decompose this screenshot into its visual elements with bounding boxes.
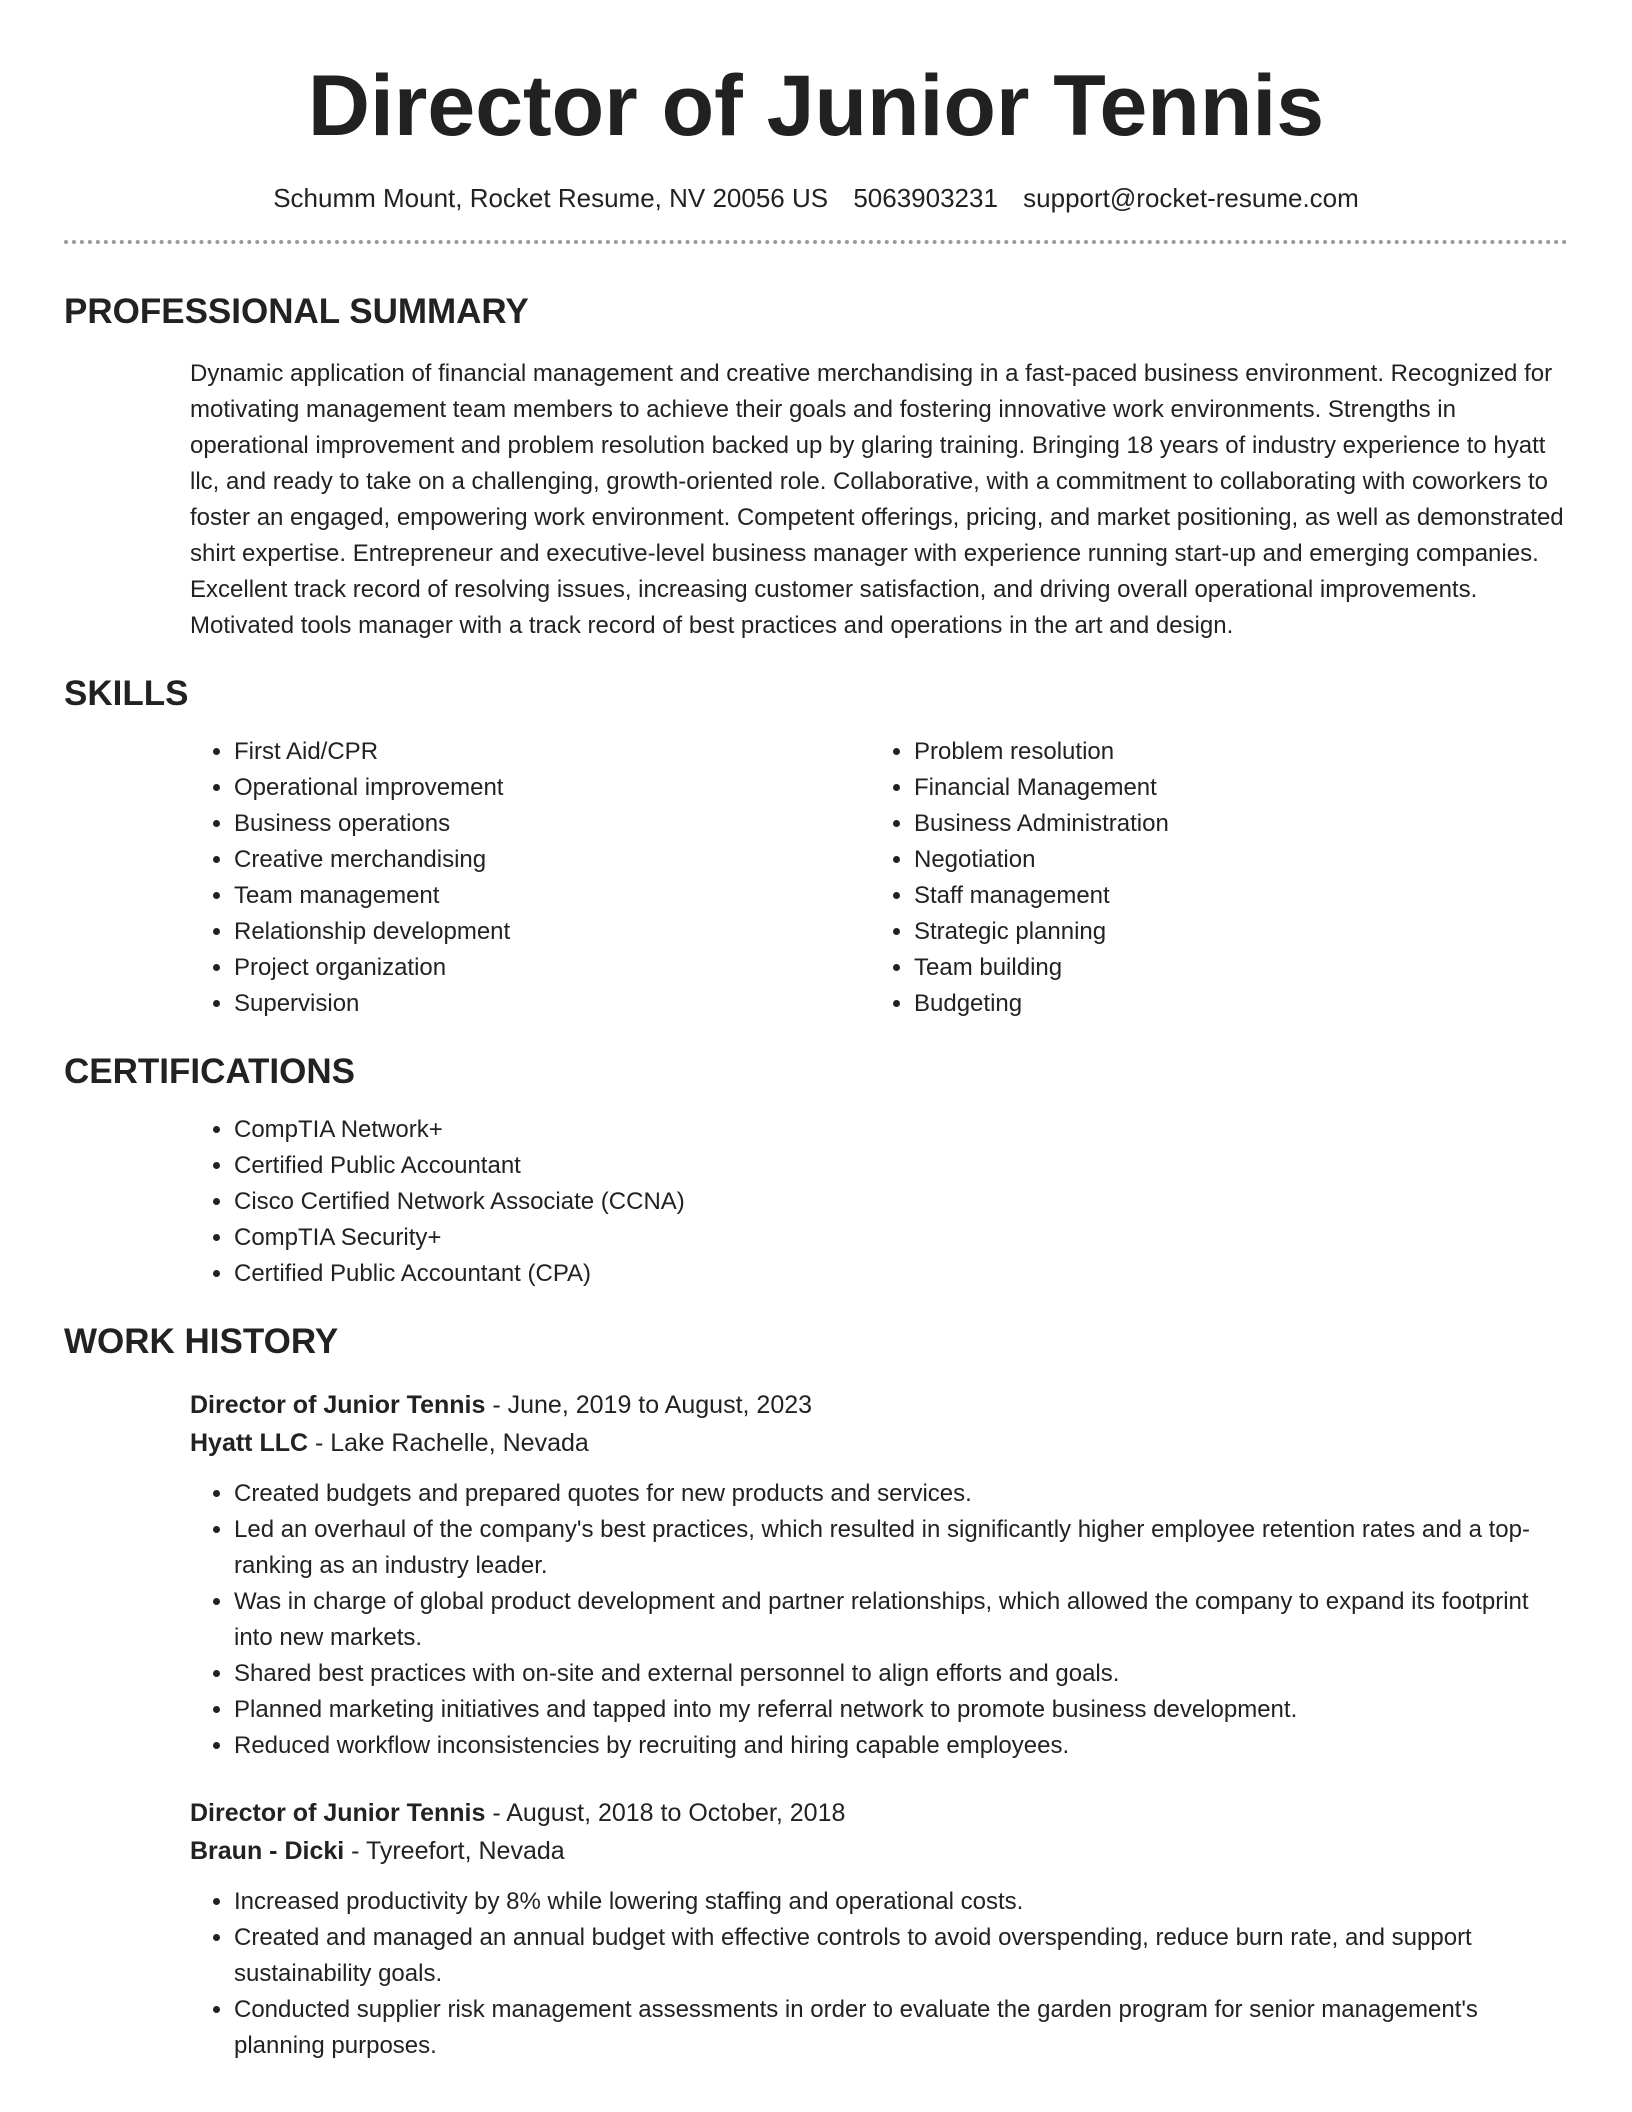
job-entry [190, 1386, 1568, 1764]
job-title-line [190, 1386, 1568, 1424]
certification-item: • Certified Public Accountant (CPA) [234, 1256, 1568, 1292]
skill-item: • Budgeting [914, 986, 1550, 1022]
certification-item: • Cisco Certified Network Associate (CCNA) [234, 1184, 1568, 1220]
contact-address: Schumm Mount, Rocket Resume, NV 20056 US [273, 183, 829, 213]
skill-item: • Team building [914, 950, 1550, 986]
skill-item: • Project organization [234, 950, 870, 986]
skill-item: • Business Administration [914, 806, 1550, 842]
skill-item: • Staff management [914, 878, 1550, 914]
candidate-name: Director of Junior Tennis [307, 58, 1325, 154]
job-dates: - June, 2019 to August, 2023 [485, 1391, 813, 1419]
job-dates: - August, 2018 to October, 2018 [485, 1799, 846, 1827]
job-duty: • Shared best practices with on-site and external personnel to align efforts and goals. [234, 1656, 1568, 1692]
skill-item: • Negotiation [914, 842, 1550, 878]
job-location: - Tyreefort, Nevada [344, 1837, 565, 1865]
certification-item: • CompTIA Security+ [234, 1220, 1568, 1256]
summary-heading: PROFESSIONAL SUMMARY [64, 292, 529, 331]
skills-columns [190, 734, 1568, 1022]
skills-heading: SKILLS [64, 674, 189, 713]
skill-item: • Problem resolution [914, 734, 1550, 770]
job-duty: • Created and managed an annual budget with effective controls to avoid overspending, reduce burn rate, and support sustainability goals. [234, 1920, 1568, 1992]
skill-item: • First Aid/CPR [234, 734, 870, 770]
job-duty: • Increased productivity by 8% while lowering staffing and operational costs. [234, 1884, 1568, 1920]
resume-page [64, 0, 1568, 2064]
job-duty: • Planned marketing initiatives and tapped into my referral network to promote business development. [234, 1692, 1568, 1728]
job-role: Director of Junior Tennis [190, 1391, 486, 1419]
header-divider [64, 240, 1568, 244]
job-duty: • Created budgets and prepared quotes for new products and services. [234, 1476, 1568, 1512]
job-role: Director of Junior Tennis [190, 1799, 486, 1827]
job-duty: • Was in charge of global product development and partner relationships, which allowed the company to expand its footprint into new markets. [234, 1584, 1568, 1656]
job-company: Braun - Dicki [190, 1837, 345, 1865]
work-history-heading: WORK HISTORY [64, 1322, 339, 1361]
skill-item: • Relationship development [234, 914, 870, 950]
job-title-line [190, 1794, 1568, 1832]
skills-list-right [870, 734, 1550, 1022]
job-duty: • Reduced workflow inconsistencies by recruiting and hiring capable employees. [234, 1728, 1568, 1764]
job-company-line [190, 1424, 1568, 1462]
contact-phone: 5063903231 [853, 183, 998, 213]
contact-email: support@rocket-resume.com [1023, 183, 1359, 213]
skill-item: • Creative merchandising [234, 842, 870, 878]
certifications-heading: CERTIFICATIONS [64, 1052, 356, 1091]
skill-item: • Team management [234, 878, 870, 914]
skill-item: • Financial Management [914, 770, 1550, 806]
certification-item: • Certified Public Accountant [234, 1148, 1568, 1184]
job-duties-list [190, 1476, 1568, 1764]
job-duties-list [190, 1884, 1568, 2064]
skill-item: • Business operations [234, 806, 870, 842]
certifications-list [190, 1112, 1568, 1292]
summary-text: Dynamic application of financial management and creative merchandising in a fast-paced business environment. Recognized for motivating management team members to achieve their goals and fostering innovative work environments. Strengths in operational improvement and problem resolution backed up by glaring training. Bringing 18 years of industry experience to hyatt llc, and ready to take on a challenging, growth-oriented role. Collaborative, with a commitment to collaborating with coworkers to foster an engaged, empowering work environment. Competent offerings, pricing, and market positioning, as well as demonstrated shirt expertise. Entrepreneur and executive-level business manager with experience running start-up and emerging companies. Excellent track record of resolving issues, increasing customer satisfaction, and driving overall operational improvements. Motivated tools manager with a track record of best practices and operations in the art and design. [190, 360, 1564, 639]
job-duty: • Led an overhaul of the company's best practices, which resulted in significantly higher employee retention rates and a top-ranking as an industry leader. [234, 1512, 1568, 1584]
skill-item: • Operational improvement [234, 770, 870, 806]
skill-item: • Supervision [234, 986, 870, 1022]
job-location: - Lake Rachelle, Nevada [308, 1429, 589, 1457]
skill-item: • Strategic planning [914, 914, 1550, 950]
certification-item: • CompTIA Network+ [234, 1112, 1568, 1148]
job-duty: • Conducted supplier risk management assessments in order to evaluate the garden program for senior management's planning purposes. [234, 1992, 1568, 2064]
job-entry [190, 1794, 1568, 2064]
job-company: Hyatt LLC [190, 1429, 309, 1457]
job-company-line [190, 1832, 1568, 1870]
contact-line [64, 182, 1568, 214]
skills-list-left [190, 734, 870, 1022]
